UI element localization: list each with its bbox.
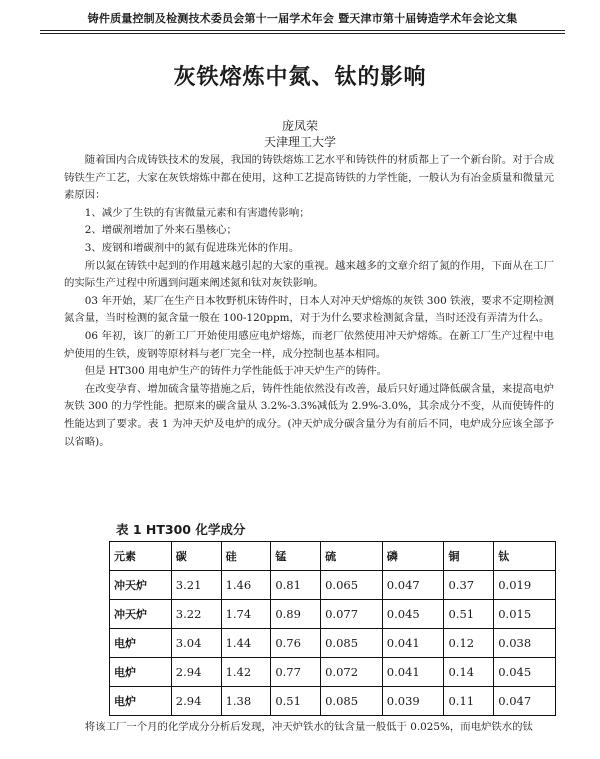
table-cell: 3.22 [171, 600, 221, 629]
table-cell: 0.077 [321, 600, 383, 629]
table-cell: 0.76 [271, 629, 321, 658]
table-cell: 0.81 [271, 571, 321, 600]
paragraph-nitrogen: 所以氮在铸铁中起到的作用越来越引起的大家的重视。越来越多的文章介绍了氮的作用，下面从在工厂的实际生产过程中所遇到问题来阐述氮和钛对灰铁影响。 [64, 259, 554, 290]
row-label: 电炉 [110, 629, 172, 658]
table-cell: 3.04 [171, 629, 221, 658]
table-row [110, 658, 556, 687]
table-cell: 0.047 [382, 571, 444, 600]
row-label: 电炉 [110, 687, 172, 716]
header-cell: 铜 [444, 542, 494, 571]
table-cell: 0.89 [271, 600, 321, 629]
table-row [110, 571, 556, 600]
table-cell: 2.94 [171, 658, 221, 687]
paper-title: 灰铁熔炼中氮、钛的影响 [173, 65, 427, 90]
table-cell: 0.51 [271, 687, 321, 716]
table-cell: 0.37 [444, 571, 494, 600]
paragraph-intro: 随着国内合成铸铁技术的发展，我国的铸铁熔炼工艺水平和铸铁件的材质都上了一个新台阶。对于合成铸铁生产工艺，大家在灰铁熔炼中都在使用，这种工艺提高铸铁的力学性能，一般认为有冶金质量和微量元素原因： [64, 154, 554, 202]
row-label: 冲天炉 [110, 600, 172, 629]
proceedings-header: 铸件质量控制及检测技术委员会第十一届学术年会 暨天津市第十届铸造学术年会论文集 [87, 12, 518, 25]
table-header-row [110, 542, 556, 571]
table-cell: 1.42 [221, 658, 271, 687]
table-cell: 0.11 [444, 687, 494, 716]
table-cell: 0.039 [382, 687, 444, 716]
header-cell: 磷 [382, 542, 444, 571]
table-cell: 1.74 [221, 600, 271, 629]
list-item-2: 2、增碳剂增加了外来石墨核心； [84, 224, 237, 237]
body-text [64, 152, 554, 451]
table-cell: 0.085 [321, 687, 383, 716]
header-cell: 锰 [271, 542, 321, 571]
table-cell: 0.065 [321, 571, 383, 600]
table-cell: 0.019 [494, 571, 556, 600]
table-row [110, 687, 556, 716]
author-affiliation: 天津理工大学 [263, 135, 336, 149]
table-row [110, 629, 556, 658]
header-rule-top [40, 30, 565, 31]
table-cell: 0.12 [444, 629, 494, 658]
table-cell: 2.94 [171, 687, 221, 716]
author-name: 庞凤荣 [281, 119, 318, 133]
table-cell: 0.51 [444, 600, 494, 629]
list-item-1: 1、减少了生铁的有害微量元素和有害遗传影响； [84, 206, 310, 219]
header-cell: 钛 [494, 542, 556, 571]
paragraph-ht300: 但是 HT300 用电炉生产的铸件力学性能低于冲天炉生产的铸件。 [84, 365, 387, 378]
table-cell: 0.085 [321, 629, 383, 658]
paragraph-2003: 03 年开始，某厂在生产日本牧野机床铸件时，日本人对冲天炉熔炼的灰铁 300 铁液，要求不定期检测氮含量，当时检测的氮含量一般在 100-120ppm，对于为什么要求检测氮含量，当时还没有弄清为什么。 [64, 294, 554, 325]
header-cell: 硫 [321, 542, 383, 571]
row-label: 冲天炉 [110, 571, 172, 600]
header-cell: 元素 [110, 542, 172, 571]
table-caption: 表 1 HT300 化学成分 [116, 522, 246, 537]
table-cell: 0.015 [494, 600, 556, 629]
continuation-paragraph: 将该工厂一个月的化学成分分析后发现，冲天炉铁水的钛含量一般低于 0.025%，而电炉铁水的钛 [84, 721, 533, 733]
table-cell: 0.072 [321, 658, 383, 687]
table-cell: 0.047 [494, 687, 556, 716]
composition-table [109, 541, 556, 716]
paragraph-2006: 06 年初，该厂的新工厂开始使用感应电炉熔炼，而老厂依然使用冲天炉熔炼。在新工厂生产过程中电炉使用的生铁，废钢等原材料与老厂完全一样，成分控制也基本相同。 [64, 329, 554, 360]
table-cell: 1.44 [221, 629, 271, 658]
table-cell: 0.77 [271, 658, 321, 687]
table-cell: 0.045 [382, 600, 444, 629]
table-cell: 0.038 [494, 629, 556, 658]
table-cell: 0.041 [382, 658, 444, 687]
row-label: 电炉 [110, 658, 172, 687]
header-cell: 硅 [221, 542, 271, 571]
list-item-3: 3、废钢和增碳剂中的氮有促进珠光体的作用。 [84, 241, 300, 254]
header-rule-bottom [40, 33, 565, 34]
table-row [110, 600, 556, 629]
header-cell: 碳 [171, 542, 221, 571]
table-cell: 0.14 [444, 658, 494, 687]
table-cell: 0.041 [382, 629, 444, 658]
table-cell: 0.045 [494, 658, 556, 687]
table-cell: 1.38 [221, 687, 271, 716]
table-cell: 1.46 [221, 571, 271, 600]
table-cell: 3.21 [171, 571, 221, 600]
paragraph-measures: 在改变孕育、增加硫含量等措施之后，铸件性能依然没有改善，最后只好通过降低碳含量，来提高电炉灰铁 300 的力学性能。把原来的碳含量从 3.2%-3.3%减低为 2.9%-3.0%，其余成分不变，从而使铸件的性能达到了要求。表 1 为冲天炉及电炉的成分。(冲天炉成分碳含量分为有前后不同，电炉成分应该全部予以省略)。 [64, 382, 554, 448]
